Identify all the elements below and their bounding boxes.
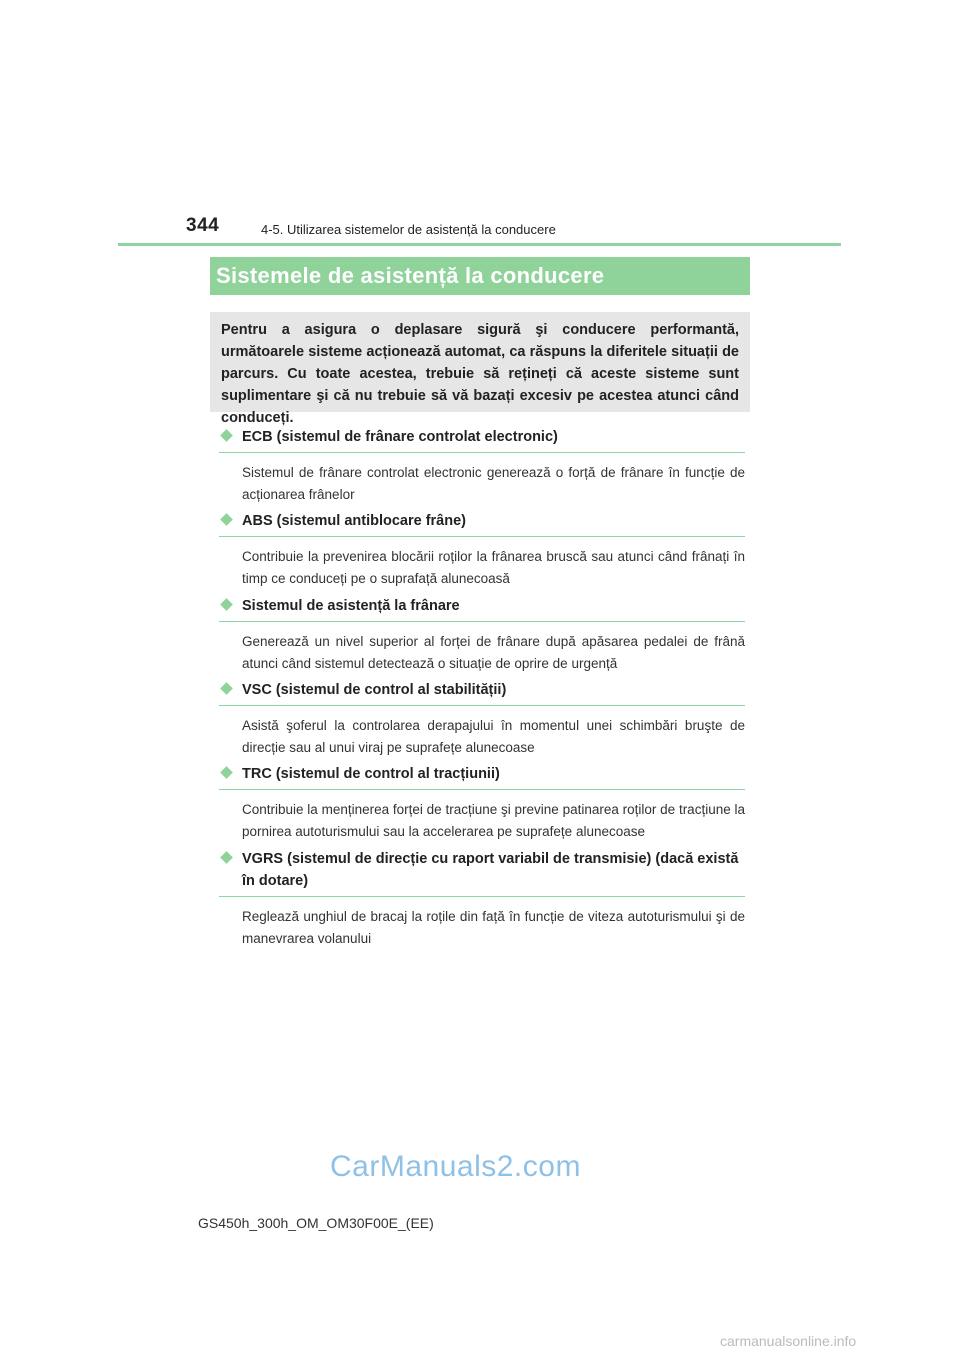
list-item: [219, 595, 750, 675]
item-heading: [219, 679, 745, 706]
item-heading: [219, 426, 745, 453]
page-number: 344: [186, 215, 220, 236]
header-rule: [118, 243, 841, 246]
watermark-bottom: carmanualsonline.info: [720, 1333, 857, 1349]
watermark-logo: CarManuals2.com: [330, 1150, 581, 1183]
item-heading: [219, 595, 745, 622]
diamond-bullet-icon: [220, 682, 233, 695]
item-heading: [219, 510, 745, 537]
section-title: Sistemele de asistență la conducere: [216, 263, 605, 288]
item-description: Reglează unghiul de bracaj la roțile din față în funcție de viteza autoturismului şi de manevrarea volanului: [242, 909, 745, 946]
item-title: ABS (sistemul antiblocare frâne): [242, 513, 466, 529]
list-item: [219, 679, 750, 759]
intro-box: Pentru a asigura o deplasare sigură şi conducere performantă, următoarele sisteme acționează automat, ca răspuns la diferitele situații de parcurs. Cu toate acestea, trebuie să rețineți că aceste sisteme sunt suplimentare şi că nu trebuie să vă bazați excesiv pe acestea atunci când conduceți.: [210, 312, 750, 412]
item-description: Contribuie la prevenirea blocării roților la frânarea bruscă sau atunci când frânați în timp ce conduceți pe o suprafață alunecoasă: [242, 549, 745, 586]
list-item: [219, 426, 750, 506]
item-title: VGRS (sistemul de direcție cu raport variabil de transmisie) (dacă există în dotare): [242, 851, 739, 889]
list-item: [219, 510, 750, 590]
item-heading: [219, 848, 745, 897]
item-title: TRC (sistemul de control al tracțiunii): [242, 766, 500, 782]
item-description: Sistemul de frânare controlat electronic generează o forță de frânare în funcție de acționarea frânelor: [242, 465, 745, 502]
list-item: [219, 763, 750, 843]
item-title: Sistemul de asistență la frânare: [242, 598, 460, 614]
section-title-bar: [210, 257, 750, 295]
item-description: Generează un nivel superior al forței de frânare după apăsarea pedalei de frână atunci când sistemul detectează o situație de oprire de urgență: [242, 634, 745, 671]
diamond-bullet-icon: [220, 598, 233, 611]
item-title: VSC (sistemul de control al stabilității): [242, 682, 507, 698]
diamond-bullet-icon: [220, 851, 233, 864]
diamond-bullet-icon: [220, 513, 233, 526]
diamond-bullet-icon: [220, 429, 233, 442]
item-description: Contribuie la menținerea forței de tracțiune şi previne patinarea roților de tracțiune la pornirea autoturismului sau la accelerarea pe suprafețe alunecoase: [242, 802, 745, 839]
item-description: Asistă şoferul la controlarea derapajului în momentul unei schimbări bruşte de direcție sau al unui viraj pe suprafețe alunecoase: [242, 718, 745, 755]
footer-code: GS450h_300h_OM_OM30F00E_(EE): [198, 1215, 434, 1231]
item-title: ECB (sistemul de frânare controlat electronic): [242, 429, 558, 445]
list-item: [219, 848, 750, 950]
section-path: 4-5. Utilizarea sistemelor de asistență la conducere: [261, 222, 556, 237]
diamond-bullet-icon: [220, 766, 233, 779]
item-heading: [219, 763, 745, 790]
